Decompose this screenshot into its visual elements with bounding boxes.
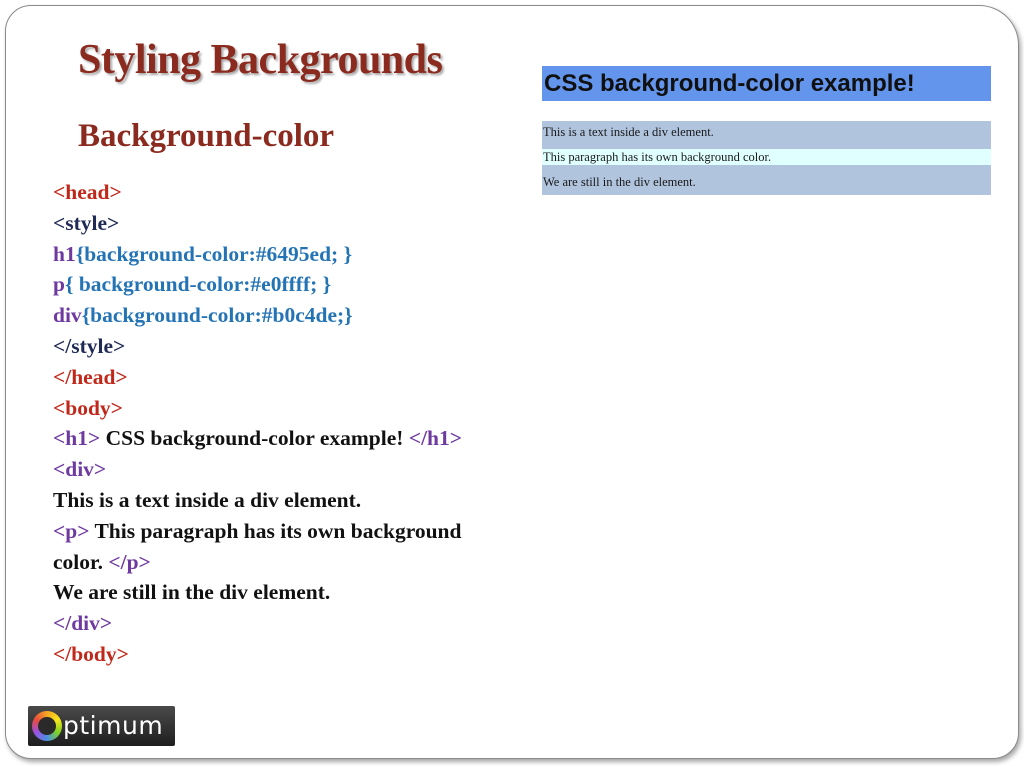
code-token: <head> [53, 180, 122, 204]
preview-heading: CSS background-color example! [542, 66, 991, 101]
code-line [53, 300, 553, 331]
preview-gap [542, 101, 991, 121]
code-token: color. [53, 549, 109, 574]
code-token: <style> [53, 210, 120, 235]
slide-subtitle: Background-color [78, 118, 335, 154]
code-line [53, 362, 553, 393]
code-token: <body> [53, 395, 123, 420]
code-token: </p> [108, 549, 151, 574]
preview-div-block [542, 121, 991, 195]
code-line [53, 331, 553, 362]
optimum-logo [28, 706, 175, 746]
code-line [53, 454, 553, 485]
code-line [53, 423, 553, 454]
code-line [53, 269, 553, 300]
code-token: {background-color:#6495ed; } [75, 241, 353, 266]
code-line [53, 639, 553, 670]
code-token: {background-color:#b0c4de;} [81, 303, 353, 328]
code-token: </h1> [408, 426, 462, 451]
code-token: </head> [53, 364, 128, 389]
code-token: h1 [53, 241, 76, 266]
code-line [53, 577, 553, 608]
code-token: This is a text inside a div element. [53, 487, 362, 512]
code-line [53, 393, 553, 424]
code-token: { background-color:#e0ffff; } [64, 272, 332, 297]
code-token: <h1> [53, 426, 101, 451]
logo-text: ptimum [63, 711, 164, 740]
code-line [53, 608, 553, 639]
code-line [53, 208, 553, 239]
code-token: This paragraph has its own background [89, 518, 462, 543]
code-token: <div> [53, 457, 107, 482]
rendered-preview [542, 66, 991, 195]
preview-div-text: This is a text inside a div element. [543, 125, 714, 139]
code-token: p [53, 272, 65, 297]
code-token: <p> [53, 518, 90, 543]
preview-div-text-2: We are still in the div element. [543, 175, 696, 189]
code-line [53, 239, 553, 270]
code-token: We are still in the div element. [53, 580, 331, 605]
code-example [53, 177, 553, 670]
code-token: </style> [53, 333, 126, 358]
optimum-logo-icon [32, 711, 62, 741]
code-line [53, 516, 553, 547]
code-line [53, 547, 553, 578]
code-token: </div> [53, 611, 113, 636]
code-line [53, 177, 553, 208]
preview-paragraph: This paragraph has its own background color. [542, 149, 991, 165]
code-line [53, 485, 553, 516]
code-token: </body> [53, 641, 129, 666]
code-token: CSS background-color example! [100, 426, 409, 451]
code-token: div [53, 303, 82, 328]
slide-title: Styling Backgrounds [78, 37, 443, 83]
